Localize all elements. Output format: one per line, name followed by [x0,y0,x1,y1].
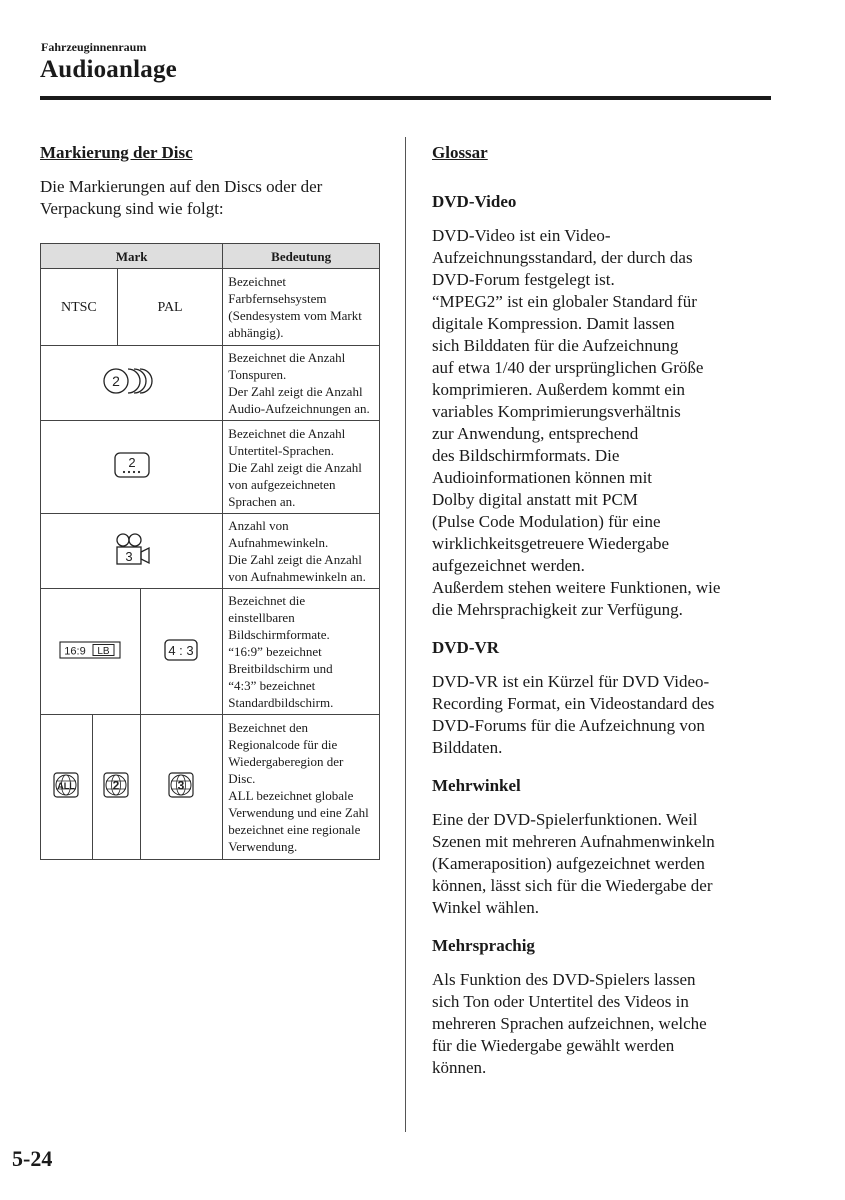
text-line: Als Funktion des DVD-Spielers lassen [432,970,696,989]
desc-line: Sprachen an. [228,493,296,509]
region-all-icon [41,715,93,860]
table-row [41,514,380,589]
audio-tracks-icon [41,346,223,421]
desc-line: Bezeichnet die Anzahl [228,425,346,441]
page-title: Audioanlage [40,56,177,83]
text-line: DVD-Forum festgelegt ist. [432,270,615,289]
desc-line: Disc. [228,771,256,786]
text-line: digitale Kompression. Damit lassen [432,314,675,333]
desc-line: Der Zahl zeigt die Anzahl [228,384,363,399]
desc-line: Audio-Aufzeichnungen an. [228,401,370,416]
text-line: mehreren Sprachen aufzeichnen, welche [432,1014,707,1033]
desc-line: Die Zahl zeigt die Anzahl [228,459,362,475]
table-row [41,346,380,421]
ntsc-mark: NTSC [41,269,118,346]
desc-line: Untertitel-Sprachen. [228,442,335,458]
text-line: können. [432,1058,487,1077]
text-line: Bilddaten. [432,738,503,757]
row-description [223,589,380,715]
text-line: Recording Format, ein Videostandard des [432,694,715,713]
region-3-icon [140,715,223,860]
term-dvd-video-text [432,225,772,621]
desc-line: Die Zahl zeigt die Anzahl [228,552,362,567]
desc-line: einstellbaren [228,610,295,625]
widescreen-ratio: 16:9 [64,645,87,657]
pal-mark: PAL [117,269,223,346]
text-line: Winkel wählen. [432,898,539,917]
desc-line: Aufnahmewinkeln. [228,535,329,550]
text-line: Audioinformationen können mit [432,468,653,487]
text-line: (Kameraposition) aufgezeichnet werden [432,854,705,873]
desc-line: Bildschirmformate. [228,627,330,642]
text-line: Szenen mit mehreren Aufnahmenwinkeln [432,832,715,851]
camera-angle-icon [41,514,223,589]
text-line: zur Anwendung, entsprechend [432,424,639,443]
desc-line: (Sendesystem vom Markt [228,308,362,323]
row-description [223,346,380,421]
widescreen-icon [41,589,141,715]
term-dvd-vr-text [432,671,772,759]
text-line: können, lässt sich für die Wiedergabe der [432,876,713,895]
desc-line: Standardbildschirm. [228,695,334,710]
term-mehrsprachig-text [432,969,772,1079]
table-row [41,715,380,860]
desc-line: Bezeichnet die Anzahl [228,350,346,365]
text-line: Aufzeichnungsstandard, der durch das [432,248,693,267]
term-mehrsprachig-title: Mehrsprachig [432,936,535,955]
title-rule [40,96,771,100]
column-header-mark: Mark [41,244,223,269]
text-line: sich Ton oder Untertitel des Videos in [432,992,689,1011]
desc-line: von aufgezeichneten [228,476,336,492]
text-line: für die Wiedergabe gewählt werden [432,1036,675,1055]
region-2-icon [92,715,140,860]
camera-angle-digit: 3 [125,549,133,564]
glossary-heading: Glossar [432,143,488,162]
desc-line: Regionalcode für die [228,737,338,752]
table-row [41,589,380,715]
row-description [223,421,380,514]
term-dvd-vr-title: DVD-VR [432,638,500,657]
desc-line: “16:9” bezeichnet [228,644,322,659]
intro-text [40,176,380,220]
section-label: Fahrzeuginnenraum [41,40,147,54]
subtitle-digit: 2 [128,455,136,470]
text-line: DVD-Forums für die Aufzeichnung von [432,716,705,735]
standard-screen-icon [140,589,223,715]
glossary-column [432,142,772,1079]
standard-ratio: 4 : 3 [168,642,195,658]
text-line: auf etwa 1/40 der ursprünglichen Größe [432,358,704,377]
text-line: komprimieren. Außerdem kommt ein [432,380,686,399]
desc-line: Bezeichnet die [228,593,306,608]
desc-line: abhängig). [228,325,284,340]
text-line: Außerdem stehen weitere Funktionen, wie [432,578,721,597]
desc-line: Breitbildschirm und [228,661,333,676]
region-code: 3 [178,778,185,793]
desc-line: Farbfernsehsystem [228,291,327,306]
text-line: “MPEG2” ist ein globaler Standard für [432,292,697,311]
intro-line: Die Markierungen auf den Discs oder der [40,177,323,196]
desc-line: “4:3” bezeichnet [228,678,316,693]
text-line: (Pulse Code Modulation) für eine [432,512,661,531]
table-row [41,269,380,346]
row-description [223,269,380,346]
intro-line: Verpackung sind wie folgt: [40,199,224,218]
disc-marks-table [40,243,380,860]
desc-line: bezeichnet eine regionale [228,822,361,837]
text-line: aufgezeichnet werden. [432,556,585,575]
region-code: ALL [57,781,76,791]
row-description [223,514,380,589]
region-code: 2 [112,778,120,793]
desc-line: ALL bezeichnet globale [228,788,354,803]
desc-line: Bezeichnet den [228,720,309,735]
desc-line: Verwendung. [228,839,298,854]
column-divider [405,137,406,1132]
table-header-row [41,244,380,269]
text-line: DVD-VR ist ein Kürzel für DVD Video- [432,672,710,691]
letterbox-label: LB [97,645,110,657]
table-row [41,421,380,514]
disc-marks-heading: Markierung der Disc [40,143,193,162]
desc-line: Verwendung und eine Zahl [228,805,369,820]
text-line: des Bildschirmformats. Die [432,446,620,465]
column-header-meaning: Bedeutung [223,244,380,269]
term-dvd-video-title: DVD-Video [432,192,517,211]
audio-tracks-digit: 2 [111,373,120,389]
desc-line: Wiedergaberegion der [228,754,344,769]
desc-line: Bezeichnet [228,274,287,289]
desc-line: von Aufnahmewinkeln an. [228,569,366,584]
text-line: wirklichkeitsgetreuere Wiedergabe [432,534,670,553]
text-line: sich Bilddaten für die Aufzeichnung [432,336,679,355]
row-description [223,715,380,860]
left-column [40,142,380,220]
text-line: variables Komprimierungsverhältnis [432,402,681,421]
desc-line: Tonspuren. [228,367,287,382]
page-number: 5-24 [12,1146,53,1171]
text-line: DVD-Video ist ein Video- [432,226,611,245]
text-line: die Mehrsprachigkeit zur Verfügung. [432,600,683,619]
text-line: Eine der DVD-Spielerfunktionen. Weil [432,810,698,829]
term-mehrwinkel-text [432,809,772,919]
desc-line: Anzahl von [228,518,289,533]
subtitle-icon [41,421,223,514]
text-line: Dolby digital anstatt mit PCM [432,490,638,509]
term-mehrwinkel-title: Mehrwinkel [432,776,521,795]
